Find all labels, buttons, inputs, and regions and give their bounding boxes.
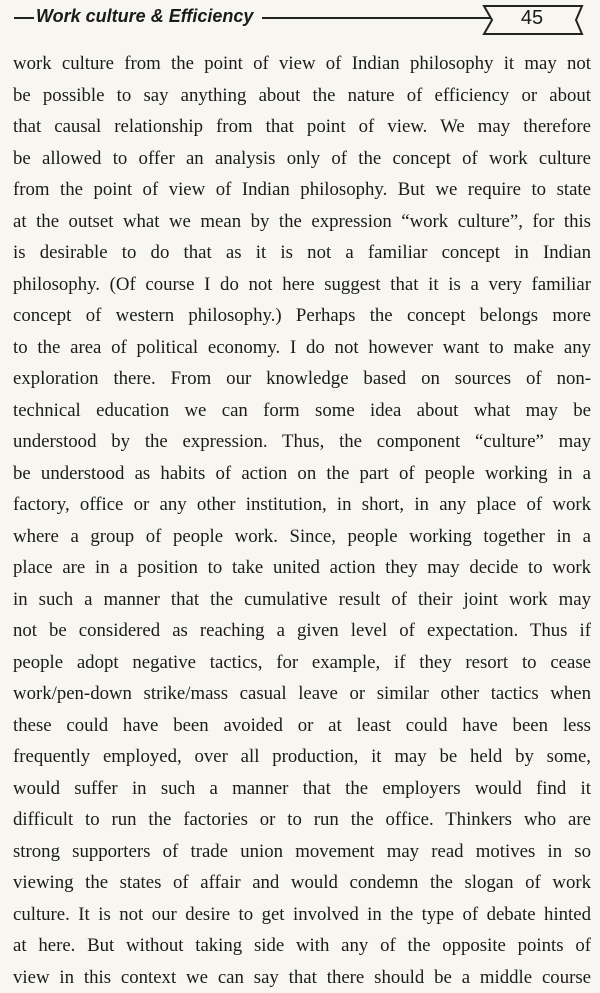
text-line: in such a manner that the cumulative result of their joint work may	[13, 584, 591, 616]
text-line: to the area of political economy. I do not however want to make any	[13, 332, 591, 364]
text-line: culture. It is not our desire to get involved in the type of debate hinted	[13, 899, 591, 931]
text-line: philosophy. (Of course I do not here suggest that it is a very familiar	[13, 269, 591, 301]
running-header-title: Work culture & Efficiency	[36, 6, 253, 27]
text-line: at the outset what we mean by the expression “work culture”, for this	[13, 206, 591, 238]
text-line: difficult to run the factories or to run the office. Thinkers who are	[13, 804, 591, 836]
text-line: not be considered as reaching a given level of expectation. Thus if	[13, 615, 591, 647]
text-line: view in this context we can say that there should be a middle course	[13, 962, 591, 993]
text-line: at here. But without taking side with any of the opposite points of	[13, 930, 591, 962]
header-rule	[262, 17, 502, 19]
text-line: would suffer in such a manner that the employers would find it	[13, 773, 591, 805]
text-line: concept of western philosophy.) Perhaps the concept belongs more	[13, 300, 591, 332]
text-line: from the point of view of Indian philosophy. But we require to state	[13, 174, 591, 206]
text-line: frequently employed, over all production, it may be held by some,	[13, 741, 591, 773]
text-line: strong supporters of trade union movement may read motives in so	[13, 836, 591, 868]
text-line: these could have been avoided or at least could have been less	[13, 710, 591, 742]
text-line: where a group of people work. Since, people working together in a	[13, 521, 591, 553]
text-line: work culture from the point of view of Indian philosophy it may not	[13, 48, 591, 80]
text-line: technical education we can form some idea about what may be	[13, 395, 591, 427]
text-line: exploration there. From our knowledge based on sources of non-	[13, 363, 591, 395]
text-line: factory, office or any other institution, in short, in any place of work	[13, 489, 591, 521]
text-line: be possible to say anything about the nature of efficiency or about	[13, 80, 591, 112]
text-line: work/pen-down strike/mass casual leave or similar other tactics when	[13, 678, 591, 710]
text-line: that causal relationship from that point of view. We may therefore	[13, 111, 591, 143]
running-header	[0, 0, 600, 44]
text-line: people adopt negative tactics, for example, if they resort to cease	[13, 647, 591, 679]
header-leading-dash	[14, 17, 34, 19]
text-line: viewing the states of affair and would condemn the slogan of work	[13, 867, 591, 899]
page-number-tab	[480, 4, 590, 36]
text-line: be understood as habits of action on the part of people working in a	[13, 458, 591, 490]
text-line: understood by the expression. Thus, the component “culture” may	[13, 426, 591, 458]
text-line: be allowed to offer an analysis only of the concept of work culture	[13, 143, 591, 175]
body-text	[13, 48, 591, 993]
page-number: 45	[502, 7, 562, 30]
text-line: is desirable to do that as it is not a familiar concept in Indian	[13, 237, 591, 269]
text-line: place are in a position to take united action they may decide to work	[13, 552, 591, 584]
